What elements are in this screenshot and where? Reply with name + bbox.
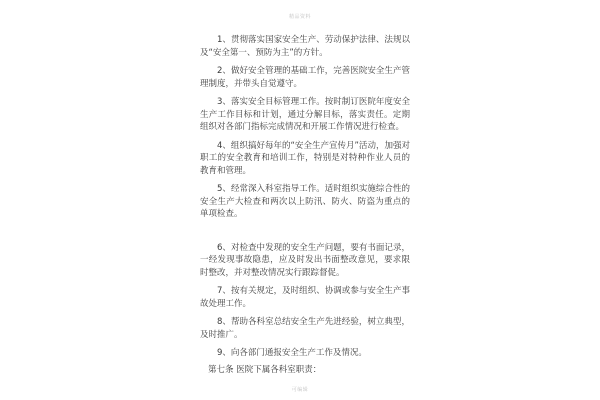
paragraph-7: 7、按有关规定，及时组织、协调或参与安全生产事故处理工作。: [200, 286, 410, 309]
paragraph-2: 2、做好安全管理的基础工作，完善医院安全生产管理制度，并带头自觉遵守。: [200, 66, 410, 89]
paragraph-9: 9、向各部门通报安全生产工作及情况。: [217, 348, 367, 358]
document-body: [200, 34, 410, 376]
paragraph-5: 5、经常深入科室指导工作。适时组织实施综合性的安全生产大检查和两次以上防汛、防火、防盗为重点的单项检查。: [200, 184, 410, 219]
paragraph-4: 4、组织搞好每年的“安全生产宣传月”活动，加强对职工的安全教育和培训工作，特别是对特种作业人员的教育和管理。: [200, 140, 410, 176]
paragraph-1: 1、贯彻落实国家安全生产、劳动保护法律、法规以及“安全第一、预防为主”的方针。: [200, 35, 410, 58]
paragraph-6: 6、对检查中发现的安全生产问题，要有书面记录，一经发现事故隐患，应及时发出书面整改意见，要求限时整改，并对整改情况实行跟踪督促。: [200, 242, 410, 278]
header-watermark: 精品资料: [288, 14, 311, 20]
paragraph-8: 8、帮助各科室总结安全生产先进经验，树立典型，及时推广。: [200, 317, 410, 340]
paragraph-3: 3、落实安全目标管理工作。按时制订医院年度安全生产工作目标和计划，通过分解目标，落实责任。定期组织对各部门指标完成情况和开展工作情况进行检查。: [200, 97, 410, 132]
article-heading: 第七条 医院下属各科室职责：: [208, 364, 322, 375]
footer-watermark: 可编辑: [291, 387, 309, 393]
